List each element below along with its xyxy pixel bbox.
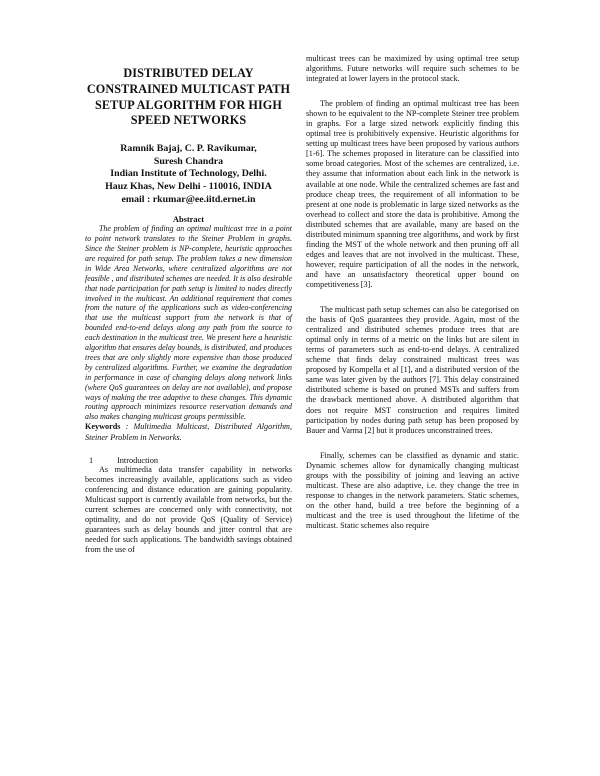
keywords-text: : Multimedia Multicast, Distributed Algorithm, Steiner Problem in Networks. (85, 422, 293, 442)
author-block (85, 143, 292, 206)
abstract-heading: Abstract (172, 215, 205, 225)
affiliation: Indian Institute of Technology, Delhi. (110, 168, 267, 180)
author-names: Ramnik Bajaj, C. P. Ravikumar, (120, 143, 257, 155)
section-title: Introduction (117, 456, 159, 466)
body-paragraph-3: The multicast path setup schemes can also be categorised on the basis of QoS guarantees they provide. Again, most of the centralized and distributed schemes produce trees that are optimal only in terms of a metric on the links but are silent in terms of parameters such as end-to-end delays. A centralized scheme that finds delay constrained multicast trees was proposed by Kompella et al [1], and a distributed version of the same was later given by the authors [7]. This delay constrained distributed scheme is based on pruned MSTs and suffers from the drawback mentioned above. A distributed algorithm that does not require MST construction and requires limited participation by nodes during path setup has been proposed by Bauer and Varma [2] but it produces unconstrained trees. (306, 305, 519, 435)
section-heading (85, 456, 292, 465)
address: Hauz Khas, New Delhi - 110016, INDIA (105, 180, 272, 192)
intro-paragraph: As multimedia data transfer capability in networks becomes increasingly available, applications such as video conferencing and distance education are gaining popularity. Multicast support is currently available from networks, but the current schemes are concerned only with connectivity, not optimality, and do not provide QoS (Quality of Service) guarantees such as delay bounds and jitter control that are needed for such applications. The bandwidth savings obtained from the use of (85, 465, 292, 555)
keywords (85, 422, 292, 443)
section-number: 1 (89, 456, 94, 466)
paper-title: DISTRIBUTED DELAY CONSTRAINED MULTICAST PATH SETUP ALGORITHM FOR HIGH SPEED NETWORKS (86, 66, 291, 128)
abstract-text: The problem of finding an optimal multicast tree in a point to point network translates to the Steiner Problem in graphs. Since the Steiner problem is NP-complete, heuristic approaches are required for path setup. The problem takes a new dimension in Wide Area Networks, where centralized algorithms are not feasible , and distributed schemes are needed. It is also desirable that node participation for path setup is limited to nodes directly involved in the multicast. An additional requirement that comes from the nature of the applications such as video-conferencing that use the multicast support from the network is that of bounded end-to-end delays along any path from the source to each destination in the multicast tree. We present here a heuristic algorithm that ensures delay bounds, is distributed, and produces trees that are only slightly more expensive than those produced by centralized algorithms. Further, we examine the degradation in performance in case of changing delays along network links (where QoS guarantees on delay are not available), and propose ways of making the tree adaptive to these changes. This dynamic routing approach minimizes resource reservation demands and also makes changing multicast groups permissible. (85, 224, 292, 422)
left-column (85, 66, 292, 556)
body-paragraph-4: Finally, schemes can be classified as dynamic and static. Dynamic schemes allow for dynamically changing multicast groups with the possibility of joining and leaving an active multicast. These are also adaptive, i.e. they change the tree in response to changes in the network parameters. Static schemes, on the other hand, build a tree before the beginning of a multicast and the tree is used throughout the lifetime of the multicast. Static schemes also require (306, 450, 519, 530)
author-names-cont: Suresh Chandra (153, 155, 224, 167)
body-paragraph-2: The problem of finding an optimal multicast tree has been shown to be equivalent to the NP-complete Steiner tree problem in graphs. For a large sized network explicitly finding this optimal tree is prohibitively expensive. Heuristic algorithms for setting up multicast trees have been proposed by various authors [1-6]. The schemes proposed in literature can be classified into some broad categories. Most of the schemes are centralized, i.e. they assume that information about each link in the network is available at one node. While the centralized schemes are fast and produce cheap trees, the requirement of all information to be present at one node is problematic in large sized networks as the overhead to collect and store the data is prohibitive. Among the distributed schemes that are available, many are based on the distributed minimum spanning tree algorithms, and work by first finding the MST of the whole network and then pruning off all edges and leaves that are not involved in the multicast. These, however, require participation of all the nodes in the network, and have an unsatisfactory theoretical upper bound on competitiveness [3]. (306, 99, 519, 289)
keywords-label: Keywords (85, 422, 121, 432)
email: email : rkumar@ee.iitd.ernet.in (121, 193, 256, 205)
body-paragraph-1: multicast trees can be maximized by using optimal tree setup algorithms. Future networks will require such schemes to be integrated at lower layers in the protocol stack. (306, 54, 519, 84)
right-column (306, 54, 519, 531)
